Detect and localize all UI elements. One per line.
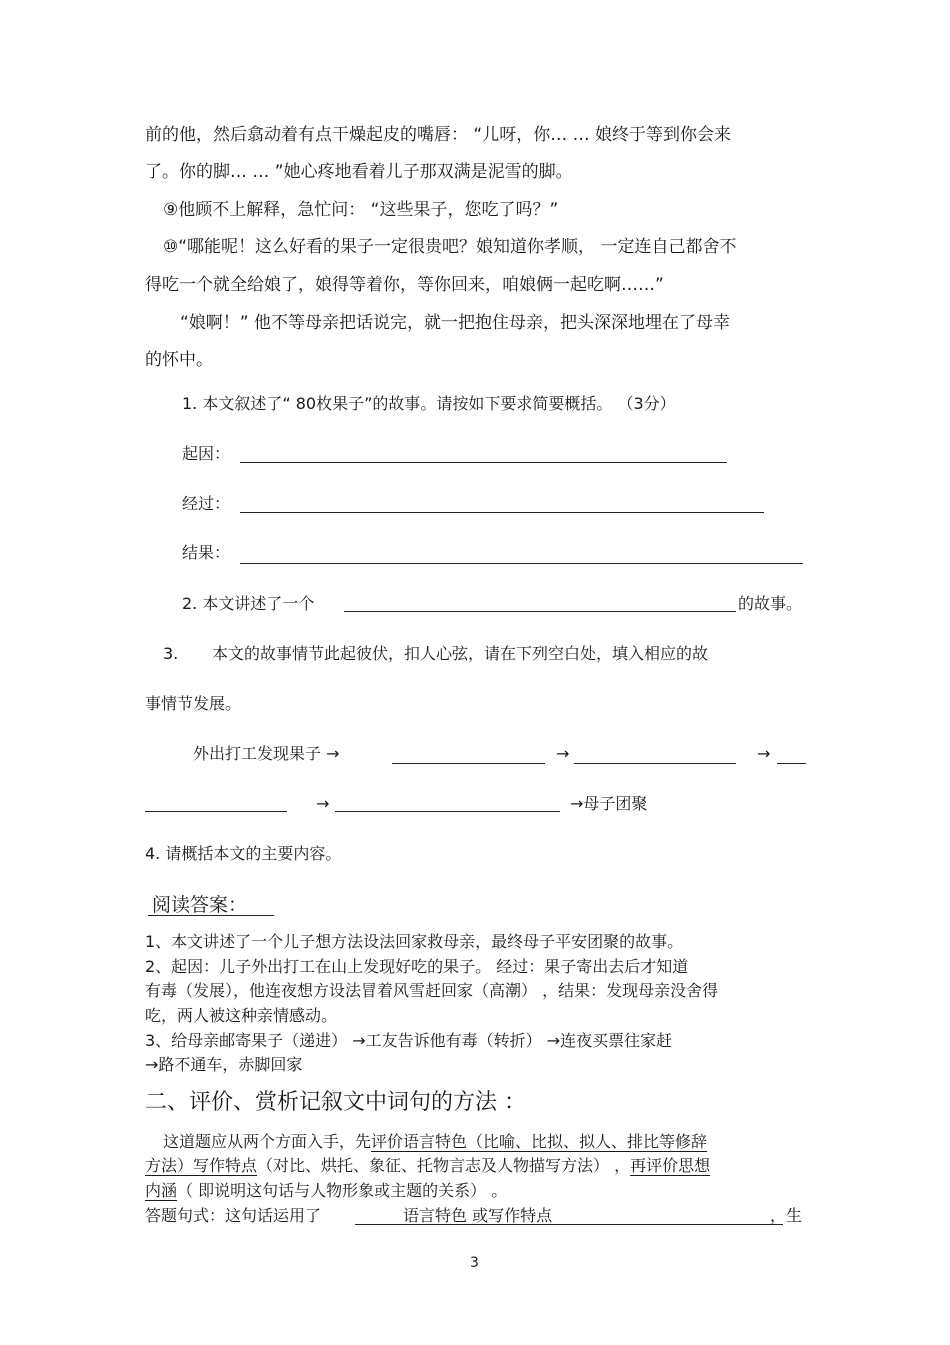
answer-formula-fill: 语言特色 或写作特点 [403, 1206, 553, 1225]
plot-blank-1[interactable] [392, 763, 545, 764]
question-3-text: 本文的故事情节此起彼伏，扣人心弦，请在下列空白处，填入相应的故 [212, 644, 709, 663]
plot-blank-5[interactable] [335, 811, 560, 812]
evaluate-language-features: 评价语言特色（比喻、比拟、拟人、排比等修辞 [371, 1132, 708, 1151]
q1-process-answer-blank[interactable] [240, 512, 764, 513]
question-3-text-2: 事情节发展。 [145, 694, 242, 713]
question-2-suffix: 的故事。 [738, 594, 803, 613]
answers-heading-text: 阅读答案： [152, 894, 248, 916]
plot-blank-3[interactable] [777, 763, 806, 764]
plot-end: →母子团聚 [570, 794, 648, 813]
answer-formula-suffix: ，生 [770, 1206, 803, 1225]
page-number: 3 [470, 1255, 479, 1271]
answers-heading-underline [148, 915, 274, 916]
story-paragraph-9: ⑨他顾不上解释，急忙问： “这些果子，您吃了吗？” [163, 200, 559, 220]
section-2-paragraph-line-1 [163, 1131, 707, 1153]
plot-arrow-1: → [556, 744, 570, 763]
evaluate-thought: 再评价思想 [630, 1156, 711, 1175]
story-paragraph-10b: 得吃一个就全给娘了，娘得等着你，等你回来，咱娘俩一起吃啊……” [145, 275, 664, 295]
q1-cause-label: 起因： [182, 444, 231, 463]
plot-blank-4[interactable] [145, 811, 287, 812]
question-1: 1. 本文叙述了“ 80枚果子”的故事。请按如下要求简要概括。 （3分） [182, 394, 676, 413]
plot-blank-2[interactable] [574, 763, 736, 764]
story-paragraph-10a: ⑩“哪能呢！这么好看的果子一定很贵吧？娘知道你孝顺， 一定连自己都舍不 [163, 237, 737, 257]
answer-formula-prefix: 答题句式：这句话运用了 [145, 1206, 322, 1225]
plot-arrow-3: → [316, 794, 330, 813]
story-paragraph-11b: 的怀中。 [145, 350, 213, 370]
answer-2-line-2: 有毒（发展），他连夜想方设法冒着风雪赶回家（高潮） ，结果：发现母亲没舍得 [145, 981, 719, 1000]
connotation-explanation: （ 即说明这句话与人物形象或主题的关系） 。 [177, 1181, 508, 1200]
q1-cause-answer-blank[interactable] [240, 462, 727, 463]
section-2-title: 二、评价、赏析记叙文中词句的方法 ： [145, 1090, 526, 1115]
plot-start: 外出打工发现果子 → [193, 744, 340, 763]
answer-3-line-1: 3、给母亲邮寄果子（递进） →工友告诉他有毒（转折） →连夜买票往家赶 [145, 1031, 673, 1050]
answer-2-line-1: 2、起因：儿子外出打工在山上发现好吃的果子。 经过：果子寄出去后才知道 [145, 957, 689, 976]
question-2-prefix: 2. 本文讲述了一个 [182, 594, 315, 613]
q1-result-answer-blank[interactable] [240, 563, 803, 564]
story-line-2: 了。你的脚… … ”她心疼地看着儿子那双满是泥雪的脚。 [145, 162, 573, 182]
method-intro: 这道题应从两个方面入手，先 [163, 1132, 372, 1151]
rhetoric-methods-end: 方法） [145, 1156, 194, 1175]
answer-3-line-2: →路不通车，赤脚回家 [145, 1055, 303, 1074]
question-3-number: 3. [163, 644, 179, 663]
answer-2-line-3: 吃，两人被这种亲情感动。 [145, 1006, 338, 1025]
section-2-paragraph-line-3 [145, 1180, 507, 1202]
story-line-1: 前的他，然后翕动着有点干燥起皮的嘴唇： “儿呀，你… … 娘终于等到你会来 [145, 125, 732, 145]
question-4: 4. 请概括本文的主要内容。 [145, 844, 342, 863]
plot-arrow-2: → [757, 744, 771, 763]
writing-features: 写作特点 [193, 1156, 258, 1175]
writing-methods-list: （对比、烘托、象征、托物言志及人物描写方法） ， [257, 1156, 631, 1175]
story-paragraph-11a: “娘啊！” 他不等母亲把话说完，就一把抱住母亲，把头深深地埋在了母幸 [180, 313, 731, 333]
answer-1: 1、本文讲述了一个儿子想方法设法回家救母亲，最终母子平安团聚的故事。 [145, 932, 684, 951]
connotation: 内涵 [145, 1181, 178, 1200]
section-2-paragraph-line-2 [145, 1155, 710, 1177]
q2-answer-blank[interactable] [344, 611, 736, 612]
q1-result-label: 结果： [182, 543, 231, 562]
q1-process-label: 经过： [182, 494, 231, 513]
answers-heading [152, 893, 247, 917]
